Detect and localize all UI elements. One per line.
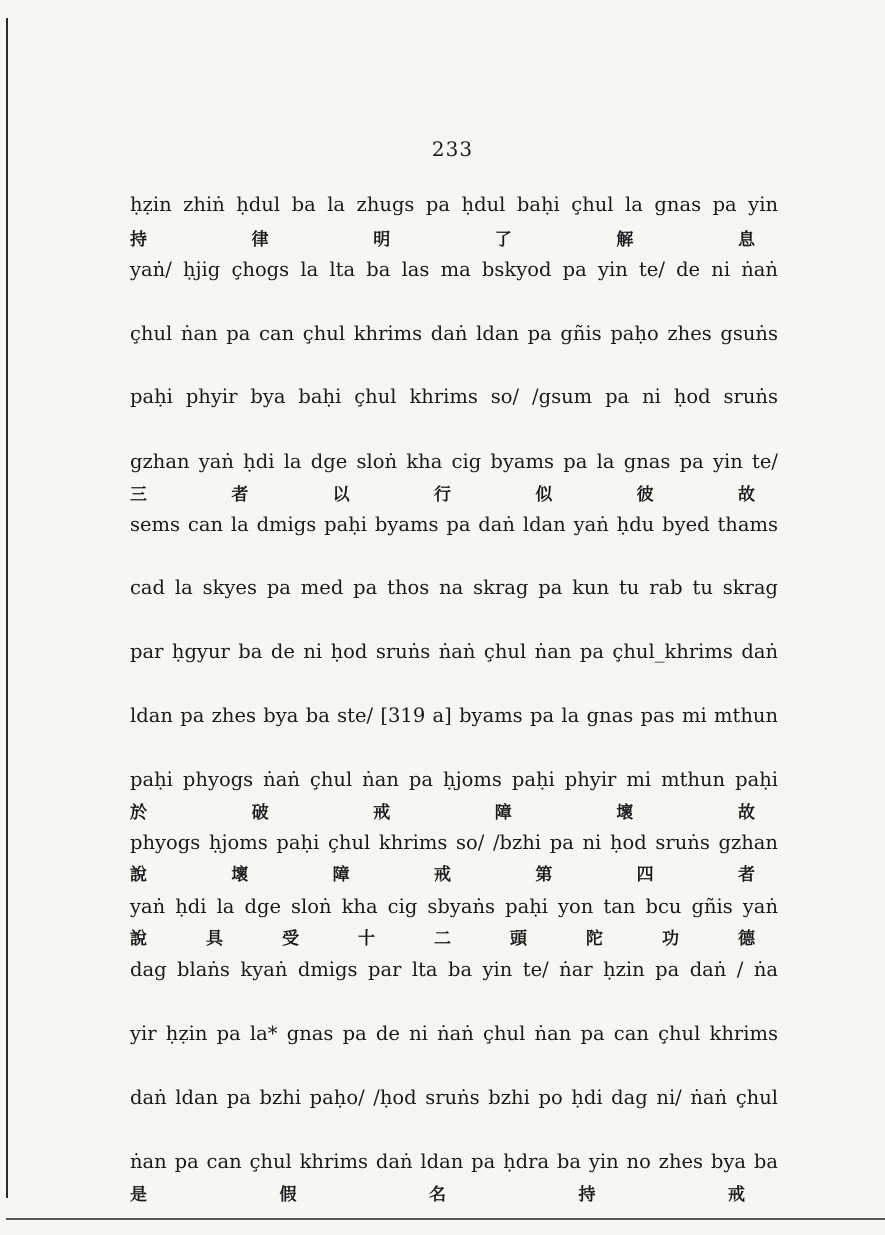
gloss-line-12 — [130, 928, 755, 950]
gloss-char: 於 — [130, 803, 147, 823]
gloss-char: 壞 — [231, 865, 249, 885]
text-line-3: çhul ṅan pa can çhul khrims daṅ ldan pa gñis paḥo zhes gsuṅs — [130, 322, 778, 345]
text-line-13: dag blaṅs kyaṅ dmigs par lta ba yin te/ ṅar ḥzin pa daṅ / ṅa — [130, 958, 778, 981]
gloss-line-5 — [130, 484, 755, 506]
gloss-char: 第 — [535, 865, 553, 885]
gloss-char: 假 — [279, 1185, 297, 1205]
gloss-char: 彼 — [636, 485, 654, 505]
gloss-line-10 — [130, 802, 755, 824]
text-line-6: sems can la dmigs paḥi byams pa daṅ ldan yaṅ ḥdu byed thams — [130, 513, 778, 536]
text-line-2: yaṅ/ ḥjig çhogs la lta ba las ma bskyod pa yin te/ de ni ṅaṅ — [130, 258, 778, 281]
gloss-char: 破 — [251, 803, 269, 823]
gloss-char: 功 — [662, 929, 679, 949]
gloss-char: 障 — [494, 803, 512, 823]
gloss-char: 障 — [332, 865, 350, 885]
gloss-char: 三 — [130, 485, 147, 505]
text-line-15: daṅ ldan pa bzhi paḥo/ /ḥod sruṅs bzhi po ḥdi dag ni/ ṅaṅ çhul — [130, 1086, 778, 1109]
text-line-12: yaṅ ḥdi la dge sloṅ kha cig sbyaṅs paḥi yon tan bcu gñis yaṅ — [130, 895, 778, 918]
gloss-char: 解 — [616, 230, 634, 250]
gloss-char: 頭 — [510, 929, 527, 949]
text-line-1: ḥẓin zhiṅ ḥdul ba la zhugs pa ḥdul baḥi çhul la gnas pa yin — [130, 193, 778, 216]
gloss-char: 四 — [636, 865, 654, 885]
gloss-line-16 — [130, 1184, 745, 1206]
text-line-5: gzhan yaṅ ḥdi la dge sloṅ kha cig byams pa la gnas pa yin te/ — [130, 450, 778, 473]
gloss-char: 了 — [494, 230, 512, 250]
gloss-char: 陀 — [586, 929, 603, 949]
gloss-char: 說 — [130, 929, 147, 949]
gloss-char: 具 — [206, 929, 223, 949]
text-line-11: phyogs ḥjoms paḥi çhul khrims so/ /bzhi pa ni ḥod sruṅs gzhan — [130, 831, 778, 854]
gloss-char: 息 — [737, 230, 755, 250]
gloss-char: 律 — [251, 230, 269, 250]
gloss-line-1 — [130, 229, 755, 251]
text-line-4: paḥi phyir bya baḥi çhul khrims so/ /gsum pa ni ḥod sruṅs — [130, 385, 778, 408]
gloss-char: 持 — [130, 230, 147, 250]
gloss-char: 說 — [130, 865, 147, 885]
gloss-char: 二 — [434, 929, 451, 949]
gloss-char: 故 — [737, 485, 755, 505]
gloss-char: 戒 — [728, 1185, 745, 1205]
gloss-char: 戒 — [373, 803, 391, 823]
gloss-char: 行 — [433, 485, 451, 505]
gloss-char: 者 — [231, 485, 249, 505]
gloss-char: 是 — [130, 1185, 147, 1205]
gloss-char: 故 — [737, 803, 755, 823]
gloss-char: 十 — [358, 929, 375, 949]
text-line-16: ṅan pa can çhul khrims daṅ ldan pa ḥdra ba yin no zhes bya ba — [130, 1150, 778, 1173]
text-line-9: ldan pa zhes bya ba ste/ [319 a] byams pa la gnas pas mi mthun — [130, 704, 778, 727]
gloss-char: 德 — [738, 929, 755, 949]
gloss-char: 壞 — [616, 803, 634, 823]
gloss-char: 明 — [373, 230, 391, 250]
gloss-char: 名 — [429, 1185, 446, 1205]
text-line-8: par ḥgyur ba de ni ḥod sruṅs ṅaṅ çhul ṅan pa çhul_khrims daṅ — [130, 640, 778, 663]
text-line-10: paḥi phyogs ṅaṅ çhul ṅan pa ḥjoms paḥi phyir mi mthun paḥi — [130, 768, 778, 791]
gloss-char: 者 — [737, 865, 755, 885]
gloss-char: 戒 — [433, 865, 451, 885]
text-line-14: yir ḥẓin pa la* gnas pa de ni ṅaṅ çhul ṅan pa can çhul khrims — [130, 1022, 778, 1045]
gloss-char: 持 — [578, 1185, 596, 1205]
page-number: 233 — [431, 137, 474, 161]
text-line-7: cad la skyes pa med pa thos na skrag pa kun tu rab tu skrag — [130, 576, 778, 599]
gloss-char: 似 — [535, 485, 553, 505]
page-bottom-edge — [6, 1218, 885, 1220]
page-left-edge — [6, 18, 8, 1198]
gloss-char: 受 — [282, 929, 299, 949]
gloss-char: 以 — [332, 485, 350, 505]
gloss-line-11 — [130, 864, 755, 886]
